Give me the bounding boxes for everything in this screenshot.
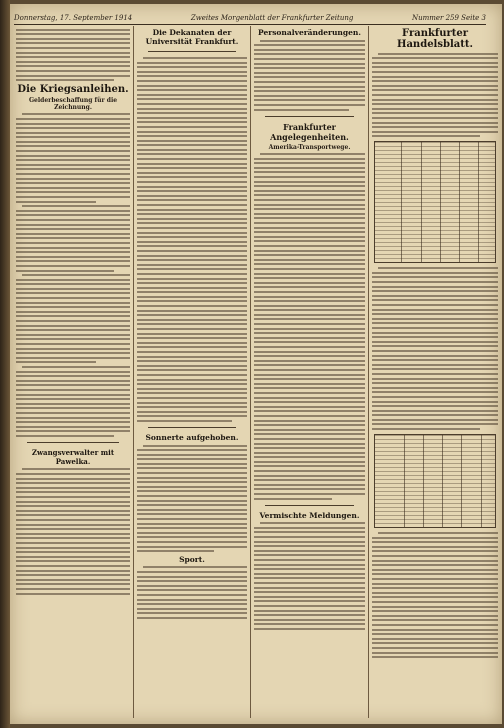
column-2 bbox=[137, 26, 247, 718]
article-subheadline: Gelderbeschaffung für die Zeichnung. bbox=[28, 96, 118, 111]
running-head-date: Donnerstag, 17. September 1914 bbox=[14, 14, 133, 22]
article-headline: Die Kriegsanleihen. bbox=[17, 83, 129, 95]
article-headline: Die Dekanaten der Universität Frankfurt. bbox=[145, 28, 239, 46]
article-subheadline: Amerika-Transportwege. bbox=[268, 143, 351, 151]
article-headline: Sonnerte aufgehoben. bbox=[145, 432, 239, 442]
article-text-block bbox=[137, 566, 247, 619]
article-text-block bbox=[254, 153, 365, 500]
section-divider bbox=[27, 442, 118, 443]
statistics-table bbox=[374, 141, 496, 263]
column-rule bbox=[250, 26, 251, 718]
section-divider bbox=[265, 116, 354, 117]
running-head-title: Zweites Morgenblatt der Frankfurter Zeitung bbox=[190, 14, 354, 22]
column-4 bbox=[372, 26, 498, 718]
column-3 bbox=[254, 26, 365, 718]
article-text-block bbox=[254, 522, 365, 630]
column-rule bbox=[368, 26, 369, 718]
article-headline: Sport. bbox=[179, 554, 205, 564]
section-masthead: Frankfurter Handelsblatt. bbox=[397, 28, 473, 50]
article-text-block bbox=[16, 113, 130, 437]
article-text-block bbox=[372, 53, 498, 138]
article-headline: Frankfurter Angelegenheiten. bbox=[270, 121, 349, 142]
section-divider bbox=[148, 51, 236, 52]
article-text-block bbox=[16, 468, 130, 594]
article-text-block bbox=[137, 445, 247, 553]
article-headline: Zwangsverwalter mit Pawelka. bbox=[31, 447, 115, 466]
article-text-block bbox=[372, 532, 498, 658]
article-text-block bbox=[372, 267, 498, 430]
article-text-block bbox=[137, 57, 247, 422]
article-text-block bbox=[254, 40, 365, 111]
statistics-table bbox=[374, 434, 496, 528]
running-head bbox=[14, 12, 486, 25]
book-binding-edge bbox=[0, 0, 10, 728]
column-rule bbox=[133, 26, 134, 718]
article-headline: Vermischte Meldungen. bbox=[259, 510, 360, 520]
column-1 bbox=[16, 26, 130, 718]
article-text-block bbox=[16, 29, 130, 82]
section-divider bbox=[265, 505, 354, 506]
article-headline: Personalveränderungen. bbox=[258, 28, 361, 37]
section-divider bbox=[148, 427, 236, 428]
running-head-page: Nummer 259 Seite 3 bbox=[411, 14, 486, 22]
